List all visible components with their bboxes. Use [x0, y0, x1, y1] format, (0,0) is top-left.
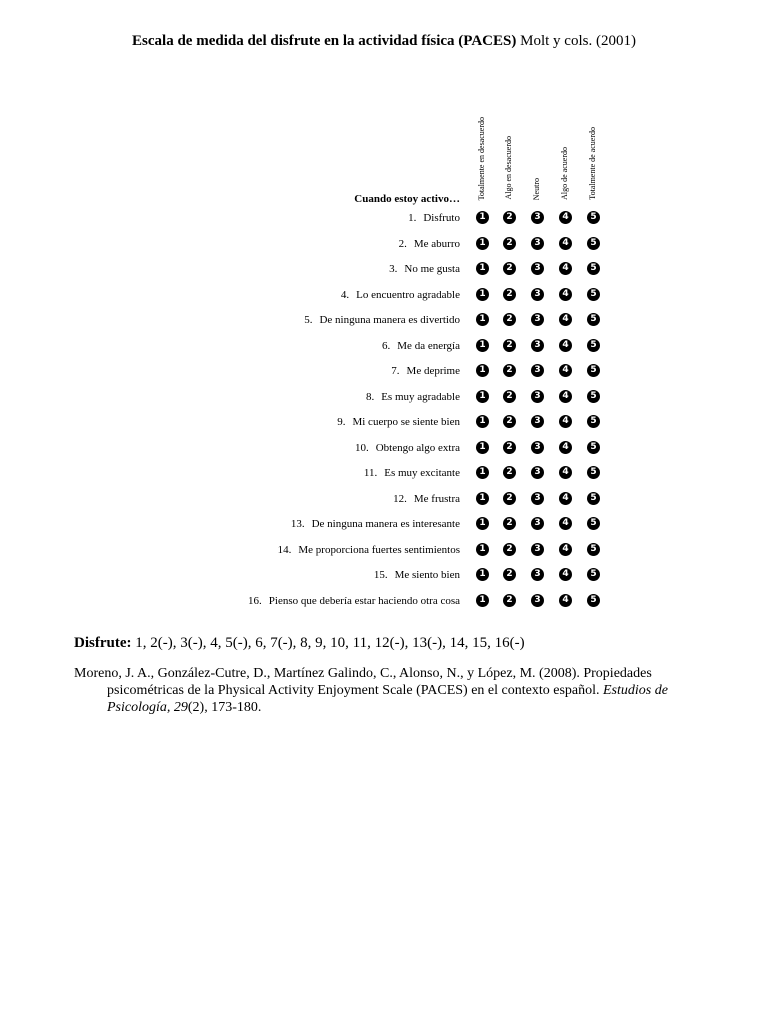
rating-option-5[interactable]: 5 — [587, 339, 600, 352]
rating-option-1[interactable]: 1 — [476, 543, 489, 556]
rating-option-2[interactable]: 2 — [503, 364, 516, 377]
rating-option-5[interactable]: 5 — [587, 313, 600, 326]
item-row — [0, 592, 768, 610]
rating-option-4[interactable]: 4 — [559, 313, 572, 326]
document-title — [0, 32, 768, 50]
item-label — [304, 313, 460, 327]
rating-option-4[interactable]: 4 — [559, 262, 572, 275]
item-number: 7. — [391, 365, 400, 377]
rating-option-1[interactable]: 1 — [476, 568, 489, 581]
rating-option-3[interactable]: 3 — [531, 237, 544, 250]
rating-option-3[interactable]: 3 — [531, 415, 544, 428]
rating-option-3[interactable]: 3 — [531, 594, 544, 607]
item-label — [399, 237, 460, 251]
rating-option-1[interactable]: 1 — [476, 237, 489, 250]
scale-header-5: Totalmente de acuerdo — [588, 127, 597, 200]
item-row — [0, 388, 768, 406]
item-row — [0, 337, 768, 355]
item-text: Mi cuerpo se siente bien — [352, 416, 460, 428]
rating-option-2[interactable]: 2 — [503, 211, 516, 224]
rating-option-5[interactable]: 5 — [587, 517, 600, 530]
rating-option-1[interactable]: 1 — [476, 492, 489, 505]
item-label — [366, 390, 460, 404]
rating-option-3[interactable]: 3 — [531, 211, 544, 224]
item-label — [337, 415, 460, 429]
rating-option-3[interactable]: 3 — [531, 262, 544, 275]
rating-option-2[interactable]: 2 — [503, 262, 516, 275]
rating-option-2[interactable]: 2 — [503, 415, 516, 428]
rating-option-4[interactable]: 4 — [559, 415, 572, 428]
rating-option-5[interactable]: 5 — [587, 594, 600, 607]
item-number: 3. — [389, 263, 398, 275]
rating-option-1[interactable]: 1 — [476, 466, 489, 479]
item-text: Me proporciona fuertes sentimientos — [298, 544, 460, 556]
item-number: 5. — [304, 314, 313, 326]
item-row — [0, 362, 768, 380]
item-number: 12. — [393, 493, 407, 505]
item-row — [0, 260, 768, 278]
rating-option-5[interactable]: 5 — [587, 211, 600, 224]
item-text: Obtengo algo extra — [375, 442, 460, 454]
reference-line-3 — [74, 699, 713, 716]
rating-option-4[interactable]: 4 — [559, 568, 572, 581]
reference-line-1: Moreno, J. A., González-Cutre, D., Martínez Galindo, C., Alonso, N., y López, M. (2008). Propiedades — [74, 666, 652, 681]
rating-option-5[interactable]: 5 — [587, 492, 600, 505]
title-bold: Escala de medida del disfrute en la actividad física (PACES) — [132, 33, 517, 49]
rating-option-3[interactable]: 3 — [531, 492, 544, 505]
reference-journal-volume: Psicología, 29 — [107, 700, 188, 715]
item-label — [408, 211, 460, 225]
rating-option-1[interactable]: 1 — [476, 517, 489, 530]
rating-option-1[interactable]: 1 — [476, 313, 489, 326]
item-label — [391, 364, 460, 378]
rating-option-3[interactable]: 3 — [531, 288, 544, 301]
rating-option-5[interactable]: 5 — [587, 415, 600, 428]
item-row — [0, 515, 768, 533]
scale-header-4: Algo de acuerdo — [560, 147, 569, 200]
item-number: 6. — [382, 340, 391, 352]
rating-option-5[interactable]: 5 — [587, 568, 600, 581]
rating-option-4[interactable]: 4 — [559, 288, 572, 301]
rating-option-4[interactable]: 4 — [559, 492, 572, 505]
item-label — [291, 517, 460, 531]
item-row — [0, 490, 768, 508]
rating-option-2[interactable]: 2 — [503, 441, 516, 454]
rating-option-1[interactable]: 1 — [476, 211, 489, 224]
item-number: 2. — [398, 238, 407, 250]
rating-option-2[interactable]: 2 — [503, 492, 516, 505]
item-label — [393, 492, 460, 506]
rating-option-2[interactable]: 2 — [503, 466, 516, 479]
scale-headers — [466, 96, 616, 200]
rating-option-5[interactable]: 5 — [587, 543, 600, 556]
item-label — [374, 568, 460, 582]
item-number: 10. — [354, 442, 369, 454]
item-label — [248, 594, 460, 608]
rating-option-5[interactable]: 5 — [587, 390, 600, 403]
scoring-label: Disfrute: — [74, 635, 132, 651]
item-text: No me gusta — [404, 263, 460, 275]
item-text: De ninguna manera es divertido — [319, 314, 460, 326]
rating-option-2[interactable]: 2 — [503, 568, 516, 581]
item-text: Pienso que debería estar haciendo otra cosa — [268, 595, 460, 607]
scoring-items: 1, 2(-), 3(-), 4, 5(-), 6, 7(-), 8, 9, 10, 11, 12(-), 13(-), 14, 15, 16(-) — [131, 635, 525, 651]
item-label — [278, 543, 460, 557]
item-number: 13. — [290, 518, 305, 530]
item-label — [382, 339, 460, 353]
scale-header-3: Neutro — [532, 177, 541, 200]
rating-option-3[interactable]: 3 — [531, 543, 544, 556]
item-number: 8. — [365, 391, 375, 403]
rating-option-1[interactable]: 1 — [476, 594, 489, 607]
rating-option-4[interactable]: 4 — [559, 211, 572, 224]
rating-option-3[interactable]: 3 — [531, 517, 544, 530]
reference-pages: (2), 173-180. — [187, 700, 262, 715]
rating-option-4[interactable]: 4 — [559, 543, 572, 556]
item-number: 1. — [408, 212, 417, 224]
rating-option-3[interactable]: 3 — [531, 390, 544, 403]
reference-journal: Estudios de — [603, 683, 668, 698]
rating-option-1[interactable]: 1 — [476, 339, 489, 352]
item-text: Me siento bien — [394, 569, 460, 581]
rating-option-2[interactable]: 2 — [503, 543, 516, 556]
item-number: 9. — [337, 416, 346, 428]
rating-option-1[interactable]: 1 — [476, 288, 489, 301]
item-row — [0, 439, 768, 457]
item-row — [0, 311, 768, 329]
item-row — [0, 413, 768, 431]
rating-option-1[interactable]: 1 — [476, 390, 489, 403]
item-number: 11. — [363, 467, 378, 479]
item-row — [0, 235, 768, 253]
item-text: Me frustra — [413, 493, 460, 505]
item-label — [355, 441, 460, 455]
item-text: Disfruto — [423, 212, 460, 224]
item-number: 14. — [277, 544, 292, 556]
item-number: 15. — [373, 569, 388, 581]
rating-option-5[interactable]: 5 — [587, 466, 600, 479]
rating-option-3[interactable]: 3 — [531, 568, 544, 581]
rating-option-4[interactable]: 4 — [559, 339, 572, 352]
rating-option-5[interactable]: 5 — [587, 441, 600, 454]
rating-option-2[interactable]: 2 — [503, 339, 516, 352]
rating-option-5[interactable]: 5 — [587, 288, 600, 301]
item-text: Es muy excitante — [384, 467, 460, 479]
item-row — [0, 566, 768, 584]
rating-option-1[interactable]: 1 — [476, 441, 489, 454]
questionnaire-intro: Cuando estoy activo… — [354, 193, 460, 205]
rating-option-4[interactable]: 4 — [559, 237, 572, 250]
rating-option-4[interactable]: 4 — [559, 390, 572, 403]
rating-option-4[interactable]: 4 — [559, 594, 572, 607]
scoring-key — [74, 634, 525, 652]
rating-option-2[interactable]: 2 — [503, 517, 516, 530]
item-label — [341, 288, 460, 302]
bibliographic-reference — [74, 665, 713, 716]
item-text: Me da energía — [397, 340, 460, 352]
title-authors: Molt y cols. (2001) — [516, 33, 636, 49]
rating-option-2[interactable]: 2 — [503, 390, 516, 403]
item-text: Lo encuentro agradable — [356, 289, 460, 301]
rating-option-1[interactable]: 1 — [476, 262, 489, 275]
scale-header-2: Algo en desacuerdo — [504, 136, 513, 200]
rating-option-2[interactable]: 2 — [503, 288, 516, 301]
item-row — [0, 464, 768, 482]
item-text: De ninguna manera es interesante — [311, 518, 460, 530]
rating-option-4[interactable]: 4 — [559, 466, 572, 479]
rating-option-4[interactable]: 4 — [559, 441, 572, 454]
rating-option-2[interactable]: 2 — [503, 594, 516, 607]
rating-option-3[interactable]: 3 — [531, 466, 544, 479]
item-text: Es muy agradable — [381, 391, 460, 403]
rating-option-5[interactable]: 5 — [587, 262, 600, 275]
reference-line-2 — [74, 682, 713, 699]
item-text: Me aburro — [413, 238, 460, 250]
rating-option-4[interactable]: 4 — [559, 364, 572, 377]
rating-option-5[interactable]: 5 — [587, 237, 600, 250]
item-number: 4. — [340, 289, 350, 301]
rating-option-3[interactable]: 3 — [531, 364, 544, 377]
item-row — [0, 286, 768, 304]
rating-option-2[interactable]: 2 — [503, 237, 516, 250]
item-number: 16. — [248, 595, 262, 607]
reference-title: psicométricas de la Physical Activity Enjoyment Scale (PACES) en el contexto español. — [107, 683, 603, 698]
scale-header-1: Totalmente en desacuerdo — [477, 116, 486, 200]
item-label — [364, 466, 460, 480]
item-text: Me deprime — [406, 365, 460, 377]
rating-option-1[interactable]: 1 — [476, 364, 489, 377]
item-row — [0, 209, 768, 227]
rating-option-3[interactable]: 3 — [531, 313, 544, 326]
rating-option-3[interactable]: 3 — [531, 339, 544, 352]
item-row — [0, 541, 768, 559]
rating-option-5[interactable]: 5 — [587, 364, 600, 377]
rating-option-2[interactable]: 2 — [503, 313, 516, 326]
rating-option-3[interactable]: 3 — [531, 441, 544, 454]
item-label — [389, 262, 460, 276]
rating-option-4[interactable]: 4 — [559, 517, 572, 530]
rating-option-1[interactable]: 1 — [476, 415, 489, 428]
